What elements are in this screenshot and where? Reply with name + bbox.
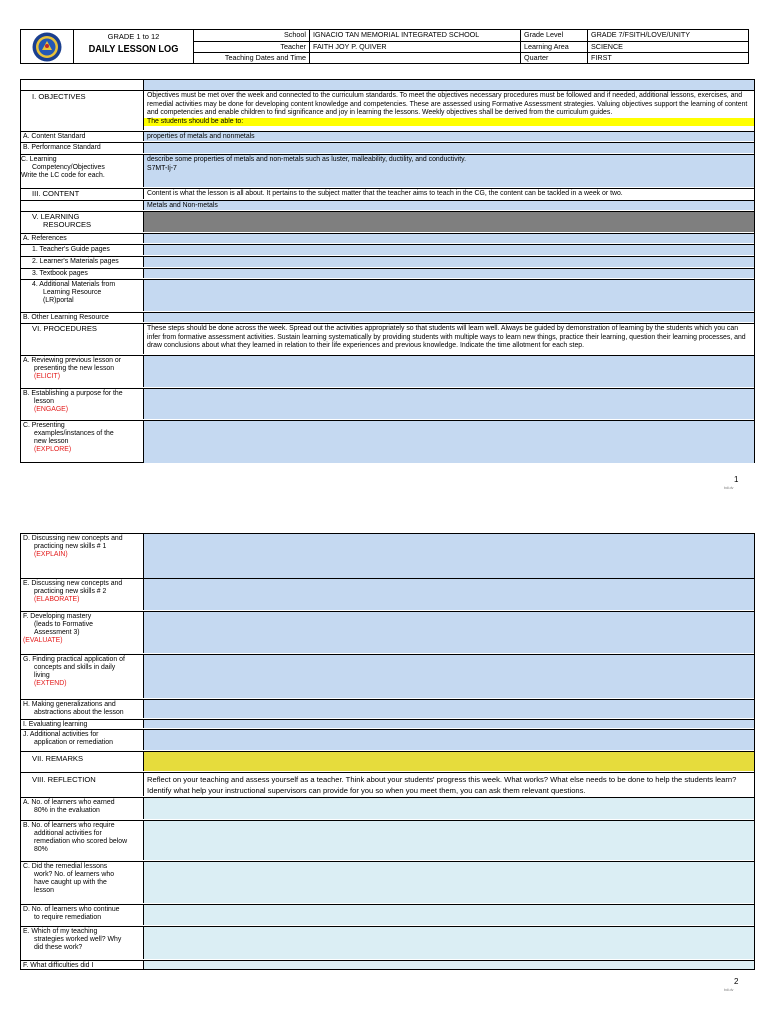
refl-a-value[interactable] xyxy=(144,798,754,819)
additional-materials-value[interactable] xyxy=(144,280,754,311)
objectives-label: I. OBJECTIVES xyxy=(21,91,144,130)
reflection-guide-text: Reflect on your teaching and assess yourself as a teacher. Think about your students' progress this week. What works? What else needs to be done to help the students learn? Identify what help your instructional supervisors can provide for you so when you meet them, you can ask them relevant questions. xyxy=(144,773,754,796)
proc-e-line-2: practicing new skills # 2 xyxy=(34,588,107,595)
table-row xyxy=(21,244,754,255)
page-mark-1: bdi.dv xyxy=(724,486,734,490)
learners-materials-label: 2. Learner's Materials pages xyxy=(21,257,144,267)
proc-i-value[interactable] xyxy=(144,720,754,728)
proc-c-line-2: examples/instances of the xyxy=(34,430,114,437)
proc-f-value[interactable] xyxy=(144,612,754,653)
proc-i-label: I. Evaluating learning xyxy=(21,720,144,728)
grade-range: GRADE 1 to 12 xyxy=(107,32,160,41)
lesson-table-page-2 xyxy=(20,533,755,970)
table-row xyxy=(21,861,754,903)
proc-f-line-1: F. Developing mastery xyxy=(23,613,92,620)
header-row-teacher xyxy=(193,41,748,52)
refl-e-line-1: E. Which of my teaching xyxy=(23,928,98,935)
refl-b-line-2: additional activities for xyxy=(34,830,102,837)
proc-e-line-1: E. Discussing new concepts and xyxy=(23,580,123,587)
refl-d-value[interactable] xyxy=(144,905,754,925)
lc-code: S7MT-Ij-7 xyxy=(147,164,177,172)
refl-c-line-3: have caught up with the xyxy=(34,879,107,886)
refl-b-value[interactable] xyxy=(144,821,754,860)
header-row-school xyxy=(193,30,748,41)
content-guide-text: Content is what the lesson is all about. It pertains to the subject matter that the teacher aims to teach in the CG, the content can be tackled in a week or two. xyxy=(144,189,754,199)
proc-g-line-2: concepts and skills in daily xyxy=(34,664,116,671)
proc-c-value[interactable] xyxy=(144,421,754,463)
proc-a-line-1: A. Reviewing previous lesson or xyxy=(23,357,122,364)
proc-c-line-1: C. Presenting xyxy=(23,422,65,429)
dates-label: Teaching Dates and Time xyxy=(194,53,310,63)
page-number-2: 2 xyxy=(734,977,739,986)
refl-e-line-3: did these work? xyxy=(34,944,83,951)
proc-d-line-2: practicing new skills # 1 xyxy=(34,543,107,550)
proc-g-line-3: living xyxy=(34,672,50,679)
refl-e-value[interactable] xyxy=(144,927,754,959)
table-row xyxy=(21,751,754,771)
lesson-table-page-1 xyxy=(20,79,755,463)
references-label: A. References xyxy=(21,234,144,243)
table-row xyxy=(21,820,754,860)
refl-b-line-1: B. No. of learners who require xyxy=(23,822,115,829)
proc-d-value[interactable] xyxy=(144,534,754,578)
lc-label-line-1: C. Learning xyxy=(21,156,57,163)
deped-logo xyxy=(21,30,73,63)
refl-e-line-2: strategies worked well? Why xyxy=(34,936,122,943)
table-row xyxy=(21,719,754,728)
proc-j-line-1: J. Additional activities for xyxy=(23,731,99,738)
table-row xyxy=(21,534,754,578)
content-standard-value[interactable]: properties of metals and nonmetals xyxy=(144,132,754,141)
proc-f-line-2: (leads to Formative xyxy=(34,621,93,628)
grade-level-value[interactable]: GRADE 7/FSITH/LOVE/UNITY xyxy=(591,30,691,39)
teachers-guide-value[interactable] xyxy=(144,245,754,255)
refl-b-line-3: remediation who scored below xyxy=(34,838,128,845)
title-block xyxy=(73,30,193,63)
table-row xyxy=(21,926,754,959)
table-row xyxy=(21,772,754,796)
table-row xyxy=(21,90,754,130)
table-row xyxy=(21,80,754,90)
resources-shaded-cell xyxy=(144,212,754,232)
procedures-guide-text: These steps should be done across the week. Spread out the activities appropriately so that students will learn well. Always be guided by demonstration of learning by the students which you can infer from formative assessment activities. Sustain learning systematically by providing students with multiple ways to learn new things, practice their learning, question their learning processes, and draw conclusions about what they learned in relation to their life experiences and previous knowledge. Indicate the time allotment for each step. xyxy=(144,324,754,354)
proc-h-value[interactable] xyxy=(144,700,754,718)
proc-b-line-1: B. Establishing a purpose for the xyxy=(23,390,123,397)
table-row xyxy=(21,233,754,243)
learning-area-value[interactable]: SCIENCE xyxy=(591,42,623,51)
refl-d-line-1: D. No. of learners who continue xyxy=(23,906,120,913)
refl-b-line-4: 80% xyxy=(34,846,48,853)
proc-e-tag: (ELABORATE) xyxy=(34,596,80,603)
additional-materials-line-2: Learning Resource xyxy=(43,289,102,296)
refl-c-line-2: work? No. of learners who xyxy=(34,871,115,878)
refl-a-line-2: 80% in the evaluation xyxy=(34,807,100,814)
grade-level-label: Grade Level xyxy=(521,30,588,41)
refl-c-line-1: C. Did the remedial lessons xyxy=(23,863,108,870)
proc-c-line-3: new lesson xyxy=(34,438,69,445)
proc-j-value[interactable] xyxy=(144,730,754,750)
dates-value[interactable] xyxy=(310,53,521,63)
refl-f-value[interactable] xyxy=(144,961,754,969)
procedures-label: VI. PROCEDURES xyxy=(21,324,144,354)
remarks-value[interactable] xyxy=(144,752,754,771)
table-row xyxy=(21,188,754,199)
learning-area-label: Learning Area xyxy=(521,42,588,52)
remarks-label: VII. REMARKS xyxy=(21,752,144,771)
table-row xyxy=(21,611,754,653)
table-row xyxy=(21,797,754,819)
performance-standard-value[interactable] xyxy=(144,143,754,153)
proc-a-line-2: presenting the new lesson xyxy=(34,365,115,372)
table-row xyxy=(21,312,754,322)
lc-label-line-3: Write the LC code for each. xyxy=(21,172,105,179)
refl-f-line-1: F. What difficulties did I xyxy=(21,961,144,969)
teacher-value[interactable]: FAITH JOY P. QUIVER xyxy=(310,42,521,52)
resources-label-line-1: V. LEARNING xyxy=(32,212,80,221)
learners-materials-value[interactable] xyxy=(144,257,754,267)
table-row xyxy=(21,654,754,698)
refl-c-line-4: lesson xyxy=(34,887,54,894)
quarter-label: Quarter xyxy=(521,53,588,63)
performance-standard-label: B. Performance Standard xyxy=(21,143,144,153)
refl-a-line-1: A. No. of learners who earned xyxy=(23,799,115,806)
proc-g-line-1: G. Finding practical application of xyxy=(23,656,125,663)
table-row xyxy=(21,355,754,387)
table-row xyxy=(21,388,754,419)
teachers-guide-label: 1. Teacher's Guide pages xyxy=(21,245,144,255)
document-title: DAILY LESSON LOG xyxy=(88,43,179,55)
quarter-value[interactable]: FIRST xyxy=(591,53,612,62)
table-row xyxy=(21,256,754,267)
resources-label-line-2: RESOURCES xyxy=(43,220,92,229)
proc-c-tag: (EXPLORE) xyxy=(34,446,72,453)
content-standard-label: A. Content Standard xyxy=(21,132,144,141)
table-row xyxy=(21,904,754,925)
proc-f-tag: (EVALUATE) xyxy=(23,637,63,644)
proc-g-tag: (EXTEND) xyxy=(34,680,67,687)
blank-cell[interactable] xyxy=(144,80,754,90)
proc-b-value[interactable] xyxy=(144,389,754,419)
table-row xyxy=(21,154,754,187)
content-value[interactable]: Metals and Non-metals xyxy=(144,201,754,210)
lc-label-line-2: Competency/Objectives xyxy=(32,164,105,171)
table-row xyxy=(21,279,754,311)
proc-f-line-3: Assessment 3) xyxy=(34,629,80,636)
other-resources-value[interactable] xyxy=(144,313,754,322)
objectives-guide-text: Objectives must be met over the week and connected to the curriculum standards. To meet the objectives necessary procedures must be followed and if needed, additional lessons, exercises, and remedial activities may be done for developing content knowledge and competencies. These are assessed using Formative Assessment strategies. Valuing objectives support the learning of content and competencies and enable children to find significance and joy in learning the lessons. Weekly objectives shall be derived from the curriculum guides. xyxy=(147,92,748,117)
proc-a-tag: (ELICIT) xyxy=(34,373,61,380)
deped-seal-icon xyxy=(32,32,62,62)
content-label: III. CONTENT xyxy=(21,189,144,199)
table-row xyxy=(21,268,754,278)
additional-materials-line-3: (LR)portal xyxy=(43,297,74,304)
table-row xyxy=(21,729,754,750)
school-value[interactable]: IGNACIO TAN MEMORIAL INTEGRATED SCHOOL xyxy=(310,30,521,41)
reflection-label: VIII. REFLECTION xyxy=(21,773,144,796)
references-value[interactable] xyxy=(144,234,754,243)
table-row xyxy=(21,420,754,463)
teacher-label: Teacher xyxy=(194,42,310,52)
other-resources-label: B. Other Learning Resource xyxy=(21,313,144,322)
table-row xyxy=(21,142,754,153)
page-mark-2: bdi.dv xyxy=(724,988,734,992)
table-row xyxy=(21,200,754,210)
table-row xyxy=(21,960,754,969)
proc-d-tag: (EXPLAIN) xyxy=(34,551,68,558)
header-row-dates xyxy=(193,52,748,63)
textbook-value[interactable] xyxy=(144,269,754,278)
proc-h-line-1: H. Making generalizations and xyxy=(23,701,116,708)
proc-a-value[interactable] xyxy=(144,356,754,387)
lc-value[interactable] xyxy=(144,155,754,187)
students-able-text: The students should be able to: xyxy=(144,118,754,127)
proc-b-line-2: lesson xyxy=(34,398,54,405)
table-row xyxy=(21,578,754,610)
school-label: School xyxy=(194,30,310,41)
proc-j-line-2: application or remediation xyxy=(34,739,113,746)
lc-value-line-1: describe some properties of metals and non-metals such as luster, malleability, ductility, and conductivity. xyxy=(147,156,467,163)
table-row xyxy=(21,323,754,354)
page-number-1: 1 xyxy=(734,475,739,484)
proc-b-tag: (ENGAGE) xyxy=(34,406,69,413)
refl-c-value[interactable] xyxy=(144,862,754,903)
refl-d-line-2: to require remediation xyxy=(34,914,102,921)
lesson-log-header xyxy=(20,29,749,64)
table-row xyxy=(21,131,754,141)
table-row xyxy=(21,699,754,718)
additional-materials-line-1: 4. Additional Materials from xyxy=(32,281,116,288)
proc-g-value[interactable] xyxy=(144,655,754,698)
textbook-label: 3. Textbook pages xyxy=(21,269,144,278)
header-info-grid xyxy=(193,30,748,63)
proc-d-line-1: D. Discussing new concepts and xyxy=(23,535,123,542)
proc-e-value[interactable] xyxy=(144,579,754,610)
table-row xyxy=(21,211,754,232)
proc-h-line-2: abstractions about the lesson xyxy=(34,709,124,716)
